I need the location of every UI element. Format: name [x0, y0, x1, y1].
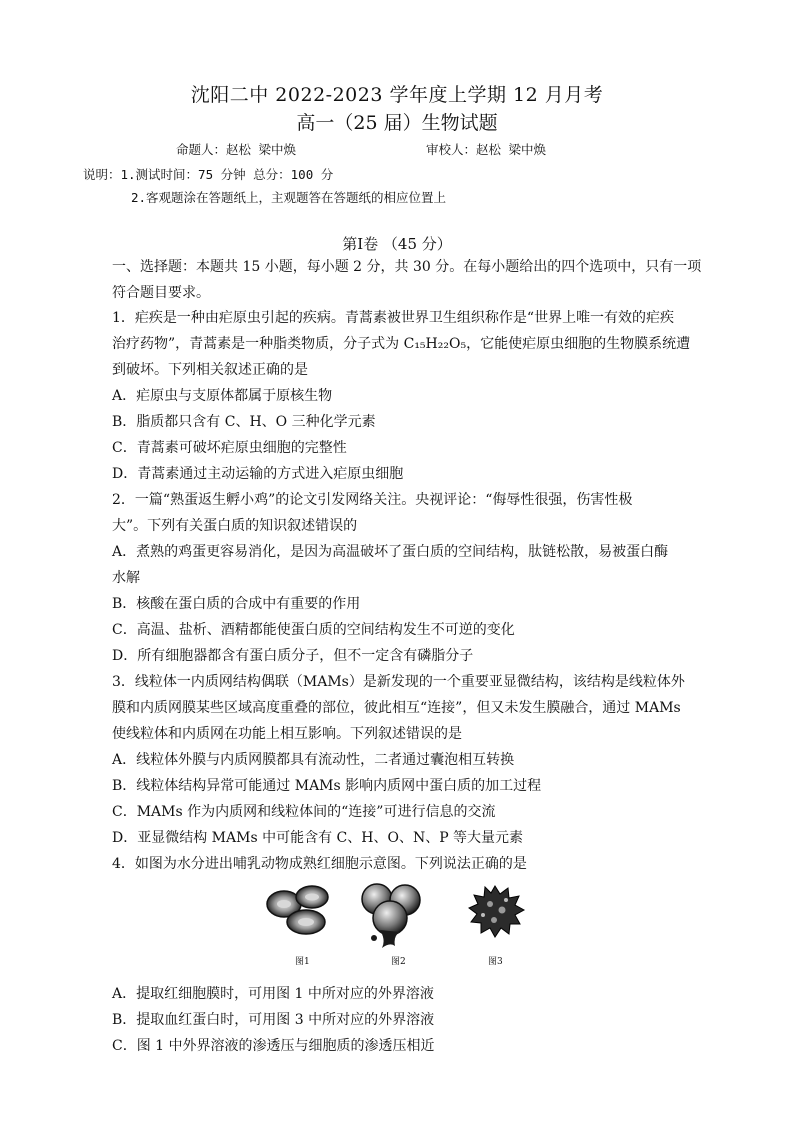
reviewers-line: 审校人：赵松 梁中焕 — [426, 142, 547, 157]
q3-stem: 3．线粒体一内质网结构偶联（MAMs）是新发现的一个重要亚显微结构，该结构是线粒体外 — [112, 674, 685, 690]
q2-option-a-cont: 水解 — [112, 570, 140, 586]
q3-option-a: A．线粒体外膜与内质网膜都具有流动性，二者通过囊泡相互转换 — [112, 752, 515, 768]
q2-stem: 2．一篇“熟蛋返生孵小鸡”的论文引发网络关注。央视评论：“侮辱性很强，伤害性极 — [112, 492, 633, 508]
q1-option-d: D．青蒿素通过主动运输的方式进入疟原虫细胞 — [112, 466, 404, 482]
figure-2-caption: 图2 — [391, 957, 406, 967]
q3-option-c: C．MAMs 作为内质网和线粒体间的“连接”可进行信息的交流 — [112, 804, 496, 820]
q1-option-a: A．疟原虫与支原体都属于原核生物 — [112, 388, 333, 404]
section-instruction-cont: 符合题目要求。 — [112, 285, 210, 301]
q1-stem: 1．疟疾是一种由疟原虫引起的疾病。青蒿素被世界卫生组织称作是“世界上唯一有效的疟疾 — [112, 310, 675, 326]
q2-option-b: B．核酸在蛋白质的合成中有重要的作用 — [112, 596, 361, 612]
note-answer-sheet: 2.客观题涂在答题纸上，主观题答在答题纸的相应位置上 — [131, 190, 447, 205]
figure-1-normal-cells — [267, 886, 328, 934]
q4-stem: 4．如图为水分进出哺乳动物成熟红细胞示意图。下列说法正确的是 — [112, 856, 527, 872]
q3-stem-2: 膜和内质网膜某些区域高度重叠的部位，彼此相互“连接”，但又未发生膜融合，通过 MAMs — [112, 700, 681, 716]
section-instruction: 一、选择题：本题共 15 小题，每小题 2 分，共 30 分。在每小题给出的四个选项中，只有一项 — [112, 259, 702, 275]
q3-stem-3: 使线粒体和内质网在功能上相互影响。下列叙述错误的是 — [112, 726, 462, 742]
q4-option-c: C．图 1 中外界溶液的渗透压与细胞质的渗透压相近 — [112, 1038, 435, 1054]
figure-3-caption: 图3 — [488, 957, 503, 967]
q2-option-d: D．所有细胞器都含有蛋白质分子，但不一定含有磷脂分子 — [112, 648, 474, 664]
exam-title: 沈阳二中 2022-2023 学年度上学期 12 月月考 — [190, 84, 604, 106]
q3-option-b: B．线粒体结构异常可能通过 MAMs 影响内质网中蛋白质的加工过程 — [112, 778, 542, 794]
q4-option-b: B．提取血红蛋白时，可用图 3 中所对应的外界溶液 — [112, 1012, 435, 1028]
q1-option-c: C．青蒿素可破坏疟原虫细胞的完整性 — [112, 440, 347, 456]
q2-option-a: A．煮熟的鸡蛋更容易消化，是因为高温破坏了蛋白质的空间结构，肽链松散，易被蛋白酶 — [112, 544, 669, 560]
q2-stem-2: 大”。下列有关蛋白质的知识叙述错误的 — [112, 518, 358, 534]
q1-option-b: B．脂质都只含有 C、H、O 三种化学元素 — [112, 414, 376, 430]
exam-subtitle: 高一（25 届）生物试题 — [296, 112, 498, 134]
q1-stem-3: 到破坏。下列相关叙述正确的是 — [112, 362, 308, 378]
section-title: 第Ⅰ卷 （45 分） — [342, 235, 452, 253]
figure-1-caption: 图1 — [295, 957, 310, 967]
red-blood-cell-figures — [262, 880, 542, 970]
q4-option-a: A．提取红细胞膜时，可用图 1 中所对应的外界溶液 — [112, 986, 434, 1002]
note-time-score: 说明：1.测试时间：75 分钟 总分：100 分 — [83, 167, 334, 182]
figure-2-swollen-cells — [362, 884, 420, 948]
cells-illustration — [262, 880, 542, 952]
q3-option-d: D．亚显微结构 MAMs 中可能含有 C、H、O、N、P 等大量元素 — [112, 830, 524, 846]
authors-line: 命题人：赵松 梁中焕 — [176, 142, 297, 157]
q2-option-c: C．高温、盐析、酒精都能使蛋白质的空间结构发生不可逆的变化 — [112, 622, 515, 638]
figure-3-shrunken-cell — [469, 886, 524, 937]
q1-stem-2: 治疗药物”，青蒿素是一种脂类物质，分子式为 C₁₅H₂₂O₅，它能使疟原虫细胞的生物膜系统遭 — [112, 336, 691, 352]
